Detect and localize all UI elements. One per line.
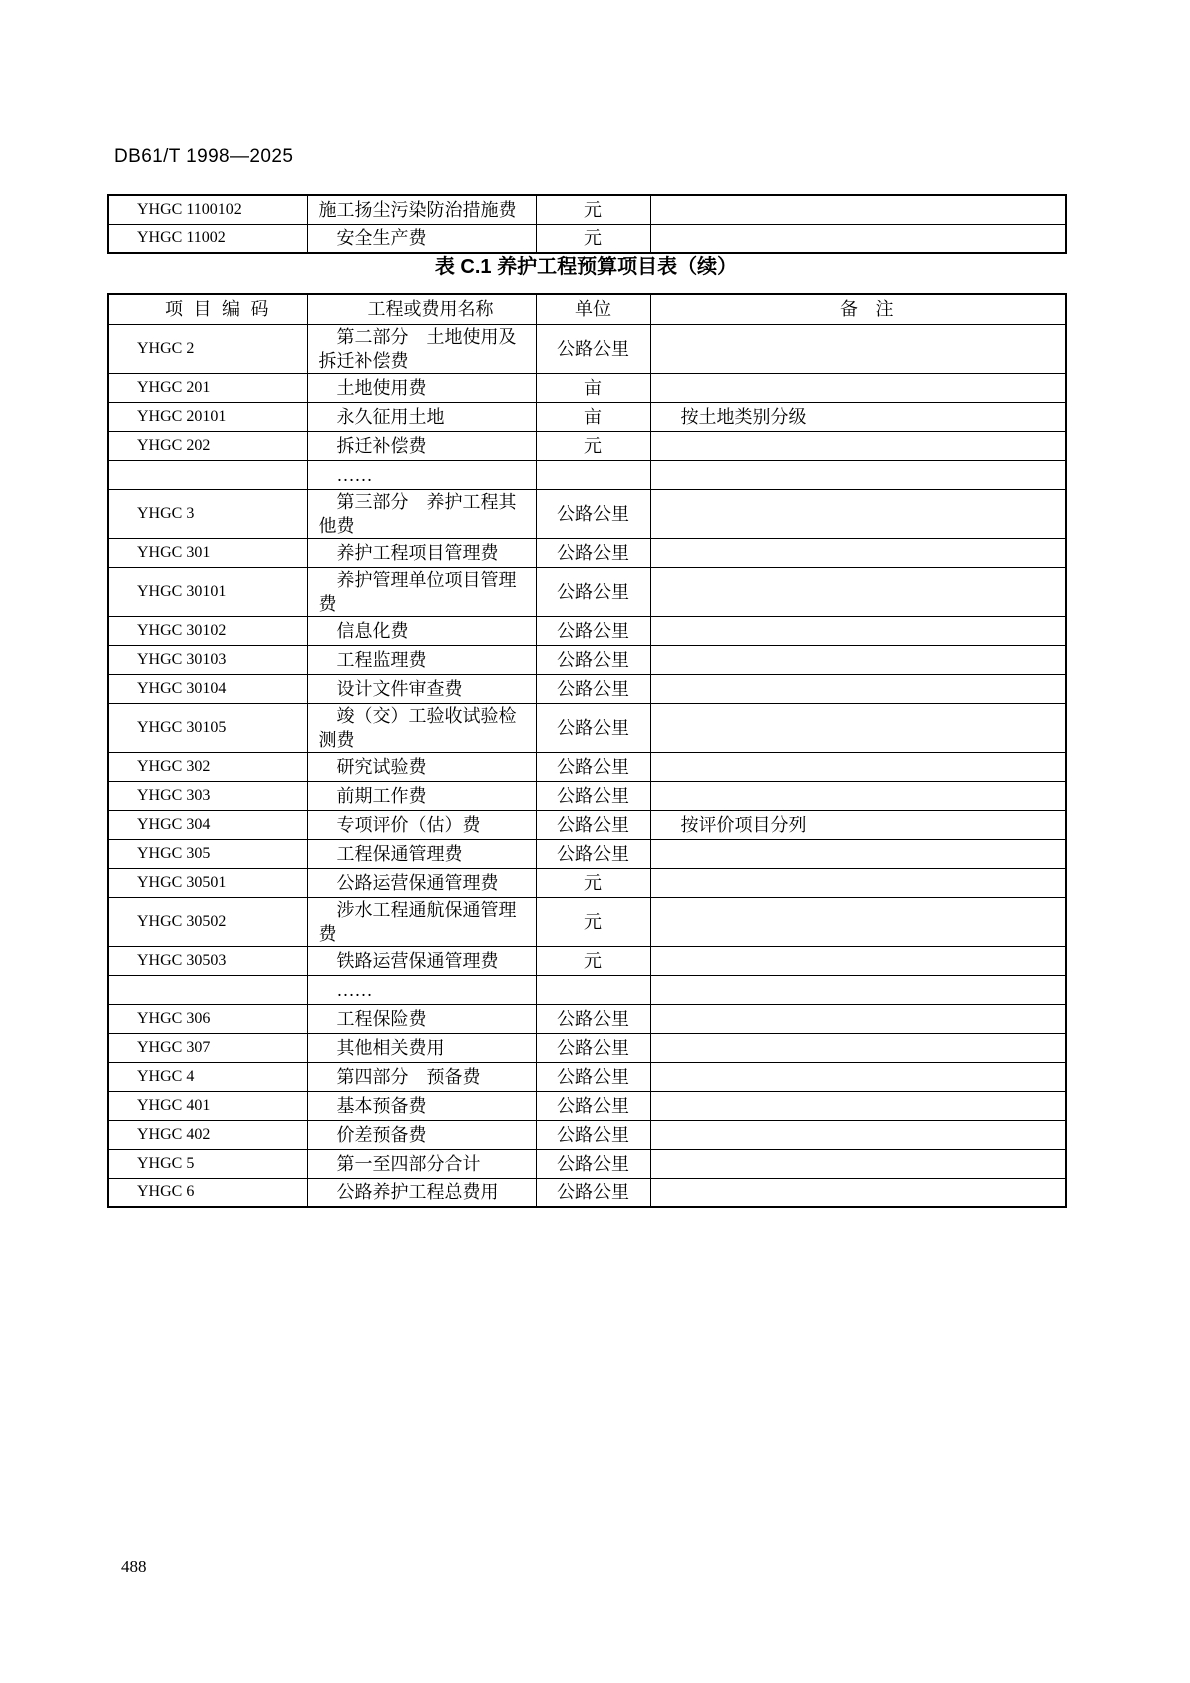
table-row xyxy=(108,1004,1066,1033)
remark-cell xyxy=(650,431,1066,460)
item-name-cell: 铁路运营保通管理费 xyxy=(307,946,536,975)
table-row xyxy=(108,674,1066,703)
remark-cell xyxy=(650,1149,1066,1178)
item-code-cell xyxy=(108,460,307,489)
item-name-cell: 养护管理单位项目管理费 xyxy=(307,567,536,616)
unit-cell: 公路公里 xyxy=(536,674,650,703)
table-row xyxy=(108,839,1066,868)
remark-cell xyxy=(650,195,1066,224)
item-code-cell: YHGC 30501 xyxy=(108,868,307,897)
remark-cell xyxy=(650,752,1066,781)
remark-cell xyxy=(650,616,1066,645)
remark-cell xyxy=(650,324,1066,373)
table-row xyxy=(108,752,1066,781)
budget-items-table xyxy=(107,293,1067,1208)
item-name-cell: 信息化费 xyxy=(307,616,536,645)
item-code-cell: YHGC 6 xyxy=(108,1178,307,1207)
remark-cell xyxy=(650,975,1066,1004)
table-caption: 表 C.1 养护工程预算项目表（续） xyxy=(434,256,738,278)
item-code-cell: YHGC 3 xyxy=(108,489,307,538)
item-name-cell: 工程保通管理费 xyxy=(307,839,536,868)
remark-cell xyxy=(650,1091,1066,1120)
item-code-cell: YHGC 202 xyxy=(108,431,307,460)
unit-cell: 公路公里 xyxy=(536,1062,650,1091)
item-code-cell: YHGC 301 xyxy=(108,538,307,567)
item-code-cell: YHGC 302 xyxy=(108,752,307,781)
item-code-cell: YHGC 5 xyxy=(108,1149,307,1178)
item-name-cell: 其他相关费用 xyxy=(307,1033,536,1062)
unit-cell: 元 xyxy=(536,195,650,224)
remark-cell xyxy=(650,1120,1066,1149)
table-row xyxy=(108,402,1066,431)
item-name-cell: 价差预备费 xyxy=(307,1120,536,1149)
unit-cell: 亩 xyxy=(536,402,650,431)
unit-cell: 元 xyxy=(536,224,650,253)
item-name-cell: 工程保险费 xyxy=(307,1004,536,1033)
remark-cell xyxy=(650,674,1066,703)
remark-cell: 按土地类别分级 xyxy=(650,402,1066,431)
remark-cell xyxy=(650,1004,1066,1033)
item-name-cell: 第四部分 预备费 xyxy=(307,1062,536,1091)
item-name-cell: 拆迁补偿费 xyxy=(307,431,536,460)
remark-cell xyxy=(650,781,1066,810)
unit-cell: 亩 xyxy=(536,373,650,402)
unit-cell: 公路公里 xyxy=(536,1091,650,1120)
table-row xyxy=(108,324,1066,373)
item-name-cell: 第三部分 养护工程其他费 xyxy=(307,489,536,538)
item-code-cell xyxy=(108,975,307,1004)
item-code-cell: YHGC 30502 xyxy=(108,897,307,946)
table-row xyxy=(108,616,1066,645)
item-name-cell: 专项评价（估）费 xyxy=(307,810,536,839)
item-code-cell: YHGC 201 xyxy=(108,373,307,402)
table-row xyxy=(108,1178,1066,1207)
table-row xyxy=(108,1062,1066,1091)
document-standard-code: DB61/T 1998—2025 xyxy=(114,146,294,167)
item-code-cell: YHGC 401 xyxy=(108,1091,307,1120)
table-row xyxy=(108,868,1066,897)
remark-cell xyxy=(650,897,1066,946)
table-row xyxy=(108,431,1066,460)
item-name-cell: 养护工程项目管理费 xyxy=(307,538,536,567)
unit-cell: 元 xyxy=(536,868,650,897)
remark-cell xyxy=(650,538,1066,567)
column-header-code: 项 目 编 码 xyxy=(108,294,307,324)
unit-cell: 公路公里 xyxy=(536,324,650,373)
remark-cell xyxy=(650,645,1066,674)
item-name-cell: 公路养护工程总费用 xyxy=(307,1178,536,1207)
item-code-cell: YHGC 1100102 xyxy=(108,195,307,224)
item-code-cell: YHGC 306 xyxy=(108,1004,307,1033)
remark-cell xyxy=(650,489,1066,538)
item-code-cell: YHGC 2 xyxy=(108,324,307,373)
item-name-cell: 第二部分 土地使用及拆迁补偿费 xyxy=(307,324,536,373)
unit-cell: 元 xyxy=(536,431,650,460)
item-name-cell: 永久征用土地 xyxy=(307,402,536,431)
item-name-cell: 工程监理费 xyxy=(307,645,536,674)
remark-cell xyxy=(650,946,1066,975)
remark-cell xyxy=(650,373,1066,402)
unit-cell: 公路公里 xyxy=(536,489,650,538)
unit-cell: 公路公里 xyxy=(536,1178,650,1207)
item-name-cell: 基本预备费 xyxy=(307,1091,536,1120)
item-code-cell: YHGC 11002 xyxy=(108,224,307,253)
item-code-cell: YHGC 4 xyxy=(108,1062,307,1091)
previous-table-fragment xyxy=(107,194,1067,254)
table-row xyxy=(108,567,1066,616)
item-name-cell: …… xyxy=(307,460,536,489)
table-row xyxy=(108,703,1066,752)
unit-cell: 公路公里 xyxy=(536,810,650,839)
item-name-cell: 土地使用费 xyxy=(307,373,536,402)
item-name-cell: 公路运营保通管理费 xyxy=(307,868,536,897)
remark-cell xyxy=(650,1178,1066,1207)
unit-cell: 公路公里 xyxy=(536,645,650,674)
remark-cell: 按评价项目分列 xyxy=(650,810,1066,839)
table-header-row xyxy=(108,294,1066,324)
table-row xyxy=(108,1149,1066,1178)
table-row xyxy=(108,946,1066,975)
remark-cell xyxy=(650,1033,1066,1062)
remark-cell xyxy=(650,703,1066,752)
unit-cell: 公路公里 xyxy=(536,703,650,752)
item-name-cell: 安全生产费 xyxy=(307,224,536,253)
unit-cell: 公路公里 xyxy=(536,752,650,781)
unit-cell xyxy=(536,460,650,489)
item-name-cell: 施工扬尘污染防治措施费 xyxy=(307,195,536,224)
item-name-cell: …… xyxy=(307,975,536,1004)
item-name-cell: 第一至四部分合计 xyxy=(307,1149,536,1178)
item-code-cell: YHGC 30103 xyxy=(108,645,307,674)
unit-cell: 公路公里 xyxy=(536,1120,650,1149)
remark-cell xyxy=(650,567,1066,616)
page-number: 488 xyxy=(121,1557,147,1576)
item-name-cell: 设计文件审查费 xyxy=(307,674,536,703)
item-name-cell: 前期工作费 xyxy=(307,781,536,810)
item-code-cell: YHGC 30104 xyxy=(108,674,307,703)
unit-cell: 元 xyxy=(536,897,650,946)
table-row xyxy=(108,538,1066,567)
table-row xyxy=(108,1033,1066,1062)
table-row xyxy=(108,645,1066,674)
remark-cell xyxy=(650,460,1066,489)
table-row xyxy=(108,489,1066,538)
table-row xyxy=(108,810,1066,839)
column-header-remark: 备 注 xyxy=(650,294,1066,324)
unit-cell: 元 xyxy=(536,946,650,975)
table-row xyxy=(108,1091,1066,1120)
item-code-cell: YHGC 305 xyxy=(108,839,307,868)
column-header-unit: 单位 xyxy=(536,294,650,324)
unit-cell: 公路公里 xyxy=(536,1033,650,1062)
item-code-cell: YHGC 30503 xyxy=(108,946,307,975)
table-row xyxy=(108,781,1066,810)
item-code-cell: YHGC 303 xyxy=(108,781,307,810)
unit-cell: 公路公里 xyxy=(536,1004,650,1033)
item-code-cell: YHGC 30102 xyxy=(108,616,307,645)
unit-cell: 公路公里 xyxy=(536,616,650,645)
remark-cell xyxy=(650,1062,1066,1091)
table-row xyxy=(108,373,1066,402)
unit-cell: 公路公里 xyxy=(536,538,650,567)
remark-cell xyxy=(650,868,1066,897)
remark-cell xyxy=(650,839,1066,868)
table-row xyxy=(108,224,1066,253)
remark-cell xyxy=(650,224,1066,253)
table-row-ellipsis xyxy=(108,975,1066,1004)
table-row-ellipsis xyxy=(108,460,1066,489)
unit-cell: 公路公里 xyxy=(536,1149,650,1178)
unit-cell: 公路公里 xyxy=(536,839,650,868)
item-code-cell: YHGC 30101 xyxy=(108,567,307,616)
item-name-cell: 涉水工程通航保通管理费 xyxy=(307,897,536,946)
table-row xyxy=(108,897,1066,946)
item-name-cell: 研究试验费 xyxy=(307,752,536,781)
table-row xyxy=(108,1120,1066,1149)
item-code-cell: YHGC 30105 xyxy=(108,703,307,752)
table-row xyxy=(108,195,1066,224)
item-code-cell: YHGC 304 xyxy=(108,810,307,839)
item-code-cell: YHGC 307 xyxy=(108,1033,307,1062)
item-name-cell: 竣（交）工验收试验检测费 xyxy=(307,703,536,752)
item-code-cell: YHGC 20101 xyxy=(108,402,307,431)
unit-cell: 公路公里 xyxy=(536,781,650,810)
unit-cell xyxy=(536,975,650,1004)
column-header-name: 工程或费用名称 xyxy=(307,294,536,324)
unit-cell: 公路公里 xyxy=(536,567,650,616)
item-code-cell: YHGC 402 xyxy=(108,1120,307,1149)
